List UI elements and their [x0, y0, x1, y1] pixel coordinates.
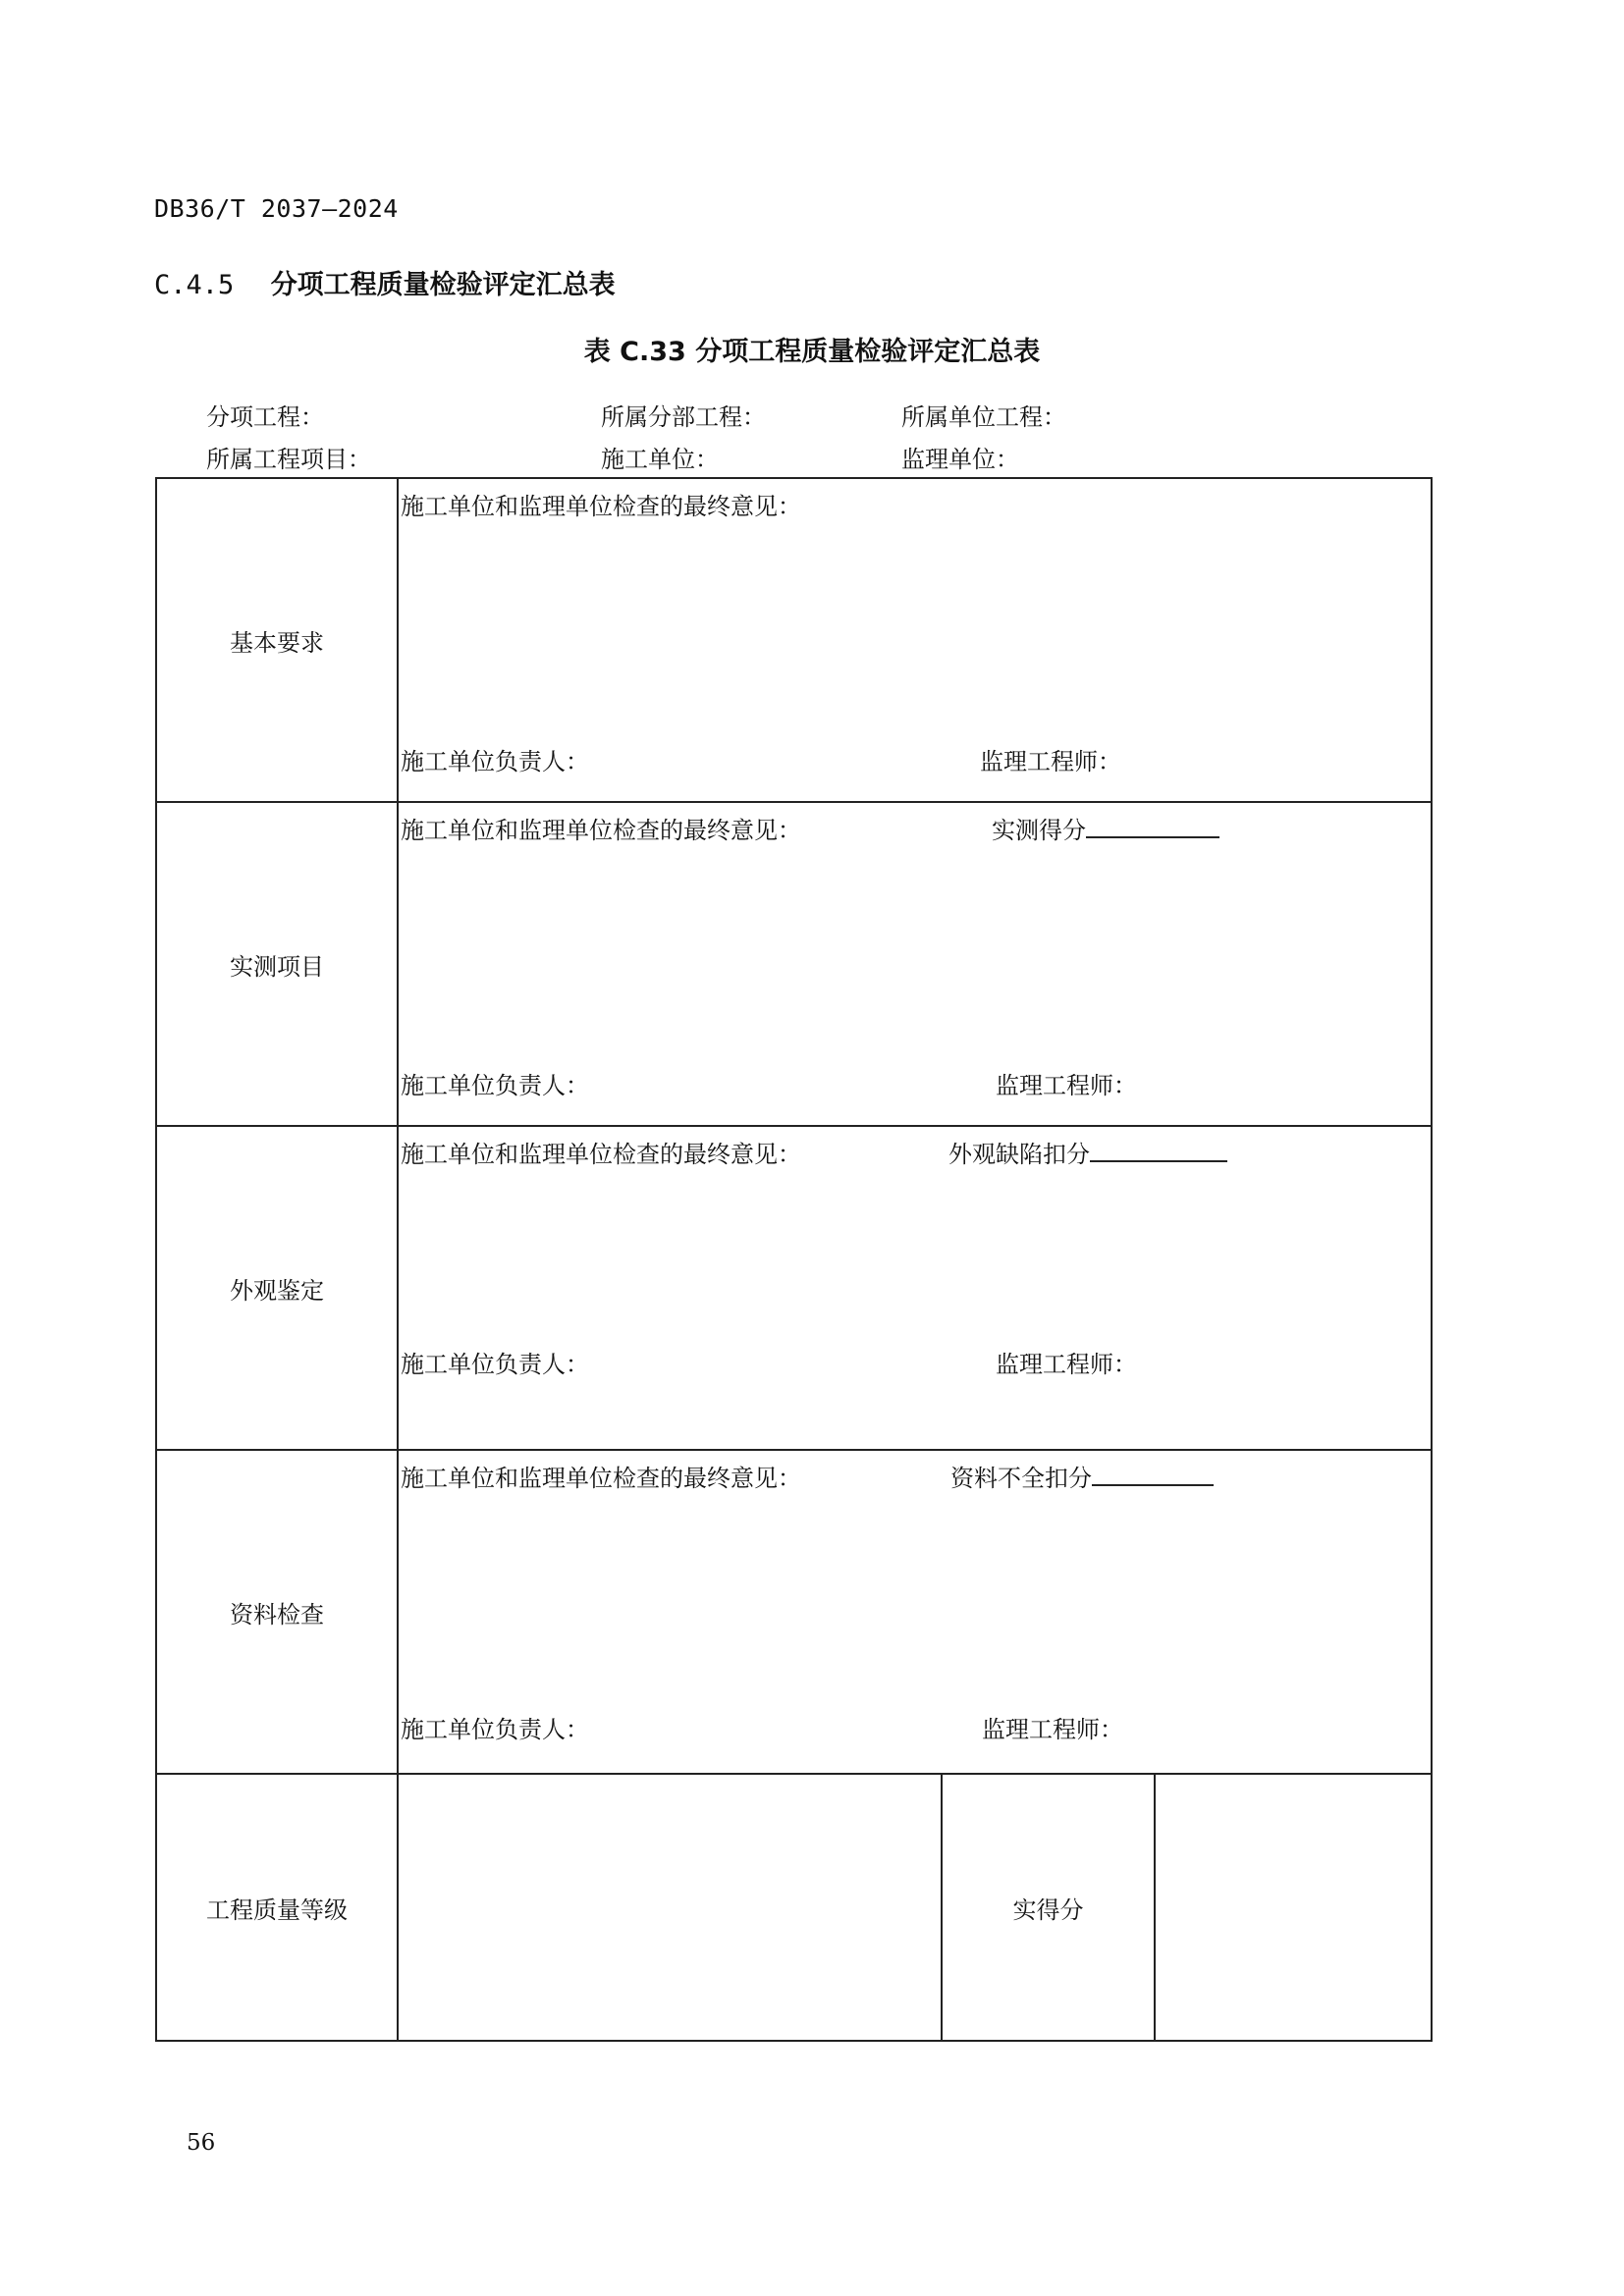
opinion-label: 施工单位和监理单位检查的最终意见：: [401, 493, 801, 520]
score-field[interactable]: [948, 1135, 1227, 1169]
page-number: 56: [187, 2130, 216, 2156]
meta-project-item: 所属工程项目：: [206, 446, 371, 473]
row-content-cell[interactable]: [398, 1450, 1432, 1774]
row-content-cell[interactable]: [398, 478, 1432, 802]
actual-score-label-cell: [942, 1774, 1155, 2041]
meta-sub-division-project: 所属分部工程：: [601, 403, 766, 431]
meta-supervision-unit: 监理单位：: [901, 446, 1019, 473]
score-field[interactable]: [992, 811, 1219, 845]
meta-sub-item-project: 分项工程：: [206, 403, 324, 431]
supervisor-sign-label: 监理工程师：: [996, 1351, 1137, 1378]
table-row-appearance-evaluation: [156, 1126, 1432, 1450]
opinion-label: 施工单位和监理单位检查的最终意见：: [401, 1465, 801, 1492]
supervisor-sign-label: 监理工程师：: [980, 748, 1121, 775]
score-label: 实测得分: [992, 817, 1086, 844]
section-heading: [154, 263, 616, 301]
meta-construction-unit: 施工单位：: [601, 446, 719, 473]
row-label-cell: [156, 1450, 398, 1774]
table-row-document-check: [156, 1450, 1432, 1774]
constructor-sign-label: 施工单位负责人：: [401, 748, 589, 775]
supervisor-sign-label: 监理工程师：: [996, 1072, 1137, 1099]
document-code: DB36/T 2037—2024: [154, 194, 399, 223]
row-label: 资料检查: [230, 1600, 324, 1629]
table-row-basic-requirements: [156, 478, 1432, 802]
row-label: 基本要求: [230, 628, 324, 657]
score-blank-line[interactable]: [1090, 1139, 1227, 1162]
table-row-measured-items: [156, 802, 1432, 1126]
table-row-quality-grade: [156, 1774, 1432, 2041]
row-content-cell[interactable]: [398, 802, 1432, 1126]
section-title: 分项工程质量检验评定汇总表: [270, 270, 616, 300]
grade-label: 工程质量等级: [206, 1896, 348, 1924]
grade-value-cell[interactable]: [398, 1774, 942, 2041]
score-label: 资料不全扣分: [950, 1465, 1092, 1492]
grade-label-cell: [156, 1774, 398, 2041]
row-label-cell: [156, 478, 398, 802]
constructor-sign-label: 施工单位负责人：: [401, 1716, 589, 1743]
row-content-cell[interactable]: [398, 1126, 1432, 1450]
score-label: 外观缺陷扣分: [948, 1141, 1090, 1168]
table-caption: 表 C.33 分项工程质量检验评定汇总表: [583, 337, 1041, 367]
row-label: 实测项目: [230, 952, 324, 981]
score-blank-line[interactable]: [1086, 815, 1219, 838]
actual-score-value-cell[interactable]: [1155, 1774, 1432, 2041]
opinion-label: 施工单位和监理单位检查的最终意见：: [401, 1141, 801, 1168]
quality-summary-table: [155, 477, 1433, 2042]
row-label-cell: [156, 1126, 398, 1450]
score-blank-line[interactable]: [1092, 1463, 1214, 1486]
supervisor-sign-label: 监理工程师：: [982, 1716, 1123, 1743]
constructor-sign-label: 施工单位负责人：: [401, 1072, 589, 1099]
opinion-label: 施工单位和监理单位检查的最终意见：: [401, 817, 801, 844]
constructor-sign-label: 施工单位负责人：: [401, 1351, 589, 1378]
actual-score-label: 实得分: [1012, 1896, 1084, 1924]
row-label: 外观鉴定: [230, 1276, 324, 1305]
meta-unit-project: 所属单位工程：: [901, 403, 1066, 431]
row-label-cell: [156, 802, 398, 1126]
section-number: C.4.5: [154, 270, 235, 300]
score-field[interactable]: [950, 1459, 1214, 1493]
